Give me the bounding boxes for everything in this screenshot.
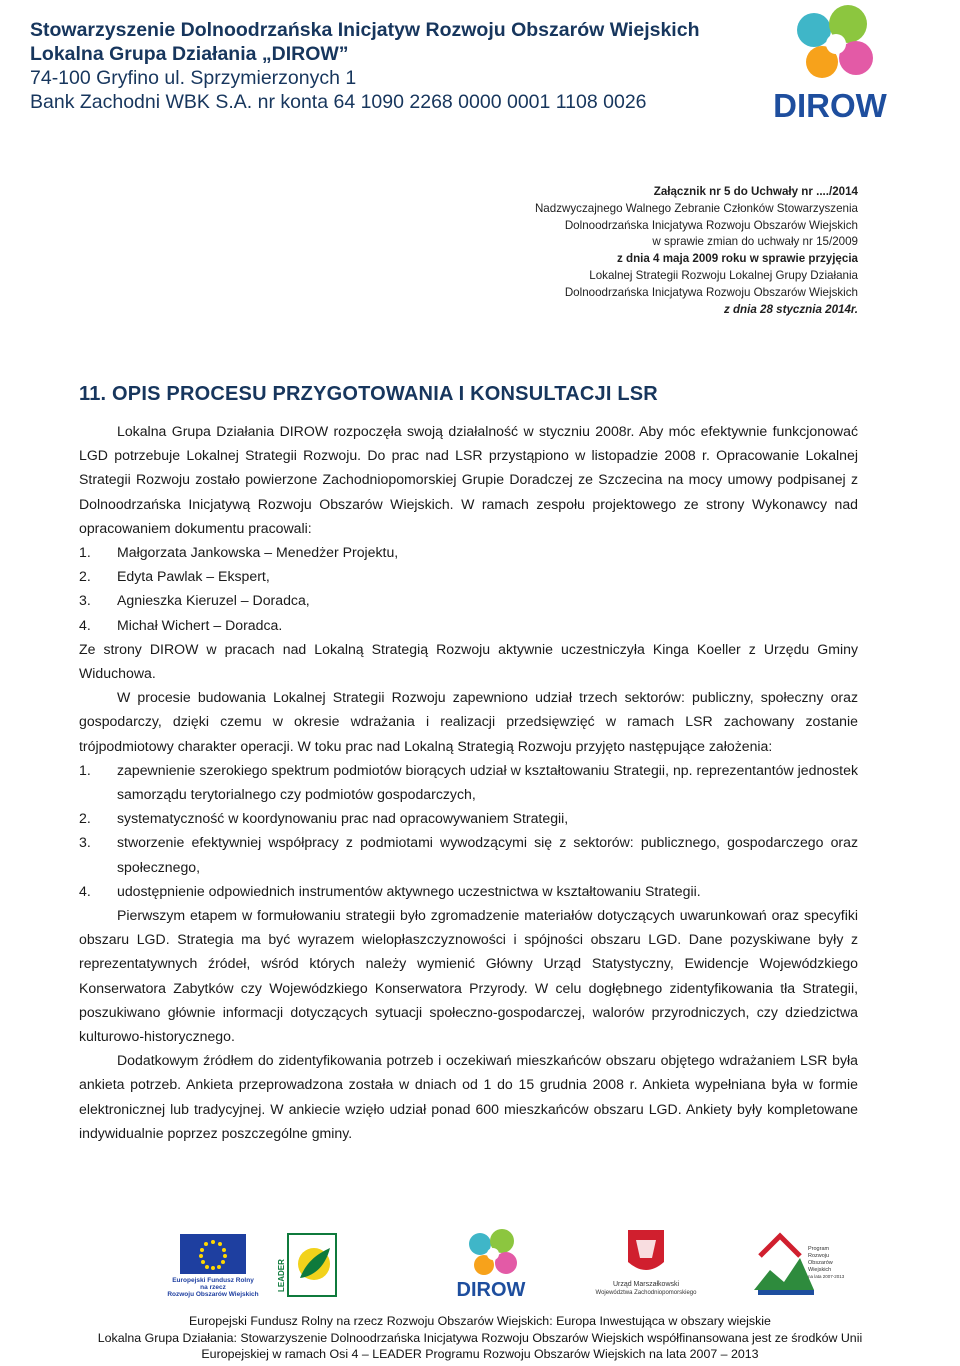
- annex-line: z dnia 4 maja 2009 roku w sprawie przyjęcia: [616, 252, 858, 266]
- list-item: 3. stworzenie efektywniej współpracy z podmiotami wywodzącymi się z sektorów: publicznego, gospodarczego oraz społecznego,: [79, 834, 858, 875]
- eu-flag-icon: [166, 1234, 262, 1296]
- annex-line: Dolnoodrzańska Inicjatywa Rozwoju Obszarów Wiejskich: [564, 218, 858, 232]
- prow-logo: [750, 1230, 845, 1298]
- annex-line: Dolnoodrzańska Inicjatywa Rozwoju Obszarów Wiejskich: [564, 285, 858, 299]
- association-name: Stowarzyszenie Dolnoodrzańska Inicjatyw Rozwoju Obszarów Wiejskich: [30, 19, 700, 41]
- svg-text:na lata 2007-2013: na lata 2007-2013: [808, 1274, 845, 1279]
- paragraph: W procesie budowania Lokalnej Strategii Rozwoju zapewniono udział trzech sektorów: publiczny, społeczny oraz gospodarczy, dzięki czemu w okresie wdrażania i realizacji przedsięwzięć w ramach LSR zachowany zostanie trójpodmiotowy charakter operacji. W toku prac nad Lokalną Strategią Rozwoju przyjęto następujące założenia:: [79, 689, 858, 754]
- list-item: 4. Michał Wichert – Doradca.: [79, 616, 283, 633]
- principles-list: [79, 758, 858, 903]
- paragraph: Dodatkowym źródłem do zidentyfikowania potrzeb i oczekiwań mieszkańców obszaru objętego wdrażaniem LSR była ankieta potrzeb. Ankieta przeprowadzona została w dniach od 1 do 15 grudnia 2008 r. Ankieta wypełniana była w formie elektronicznej lub tradycyjnej. W ankiecie wzięło udział ponad 600 mieszkańców obszaru LGD. Ankiety były kompletowane indywidualnie poprzez poszczególne gminy.: [79, 1052, 858, 1141]
- svg-text:na rzecz: na rzecz: [200, 1284, 226, 1291]
- annex-line: Załącznik nr 5 do Uchwały nr ..../2014: [653, 185, 858, 198]
- svg-text:Europejski Fundusz Rolny: Europejski Fundusz Rolny: [172, 1277, 254, 1284]
- dirow-logo: [770, 2, 888, 124]
- dirow-footer-logo: [446, 1228, 536, 1300]
- leader-logo: [278, 1234, 340, 1300]
- annex-line: Lokalnej Strategii Rozwoju Lokalnej Grupy Działania: [589, 268, 858, 282]
- svg-text:Wiejskich: Wiejskich: [808, 1267, 832, 1273]
- svg-text:Program: Program: [808, 1246, 830, 1252]
- paragraph: Lokalna Grupa Działania DIROW rozpoczęła swoją działalność w styczniu 2008r. Aby móc efektywnie funkcjonować LGD potrzebuje Lokalnej Strategii Rozwoju. Do prac nad LSR przystąpiono w listopadzie 2008 r. Opracowanie Lokalnej Strategii Rozwoju zostało powierzone Zachodniopomorskiej Grupie Doradczej ze Szczecina na mocy umowy podpisanej z Dolnoodrzańska Inicjatywą Rozwoju Obszarów Wiejskich. W ramach zespołu projektowego ze strony Wykonawcy nad opracowaniem dokumentu pracowali:: [79, 423, 858, 536]
- lgd-name: Lokalna Grupa Działania „DIROW”: [30, 43, 349, 65]
- svg-text:Rozwoju: Rozwoju: [808, 1253, 830, 1259]
- list-item: 4. udostępnienie odpowiednich instrumentów aktywnego uczestnictwa w kształtowaniu Strategii.: [79, 882, 701, 899]
- body-text: [79, 419, 858, 1145]
- list-item: 2. systematyczność w koordynowaniu prac nad opracowywaniem Strategii,: [79, 810, 569, 827]
- footer-line: Europejski Fundusz Rolny na rzecz Rozwoju Obszarów Wiejskich: Europa Inwestująca w obszary wiejskie: [189, 1314, 771, 1328]
- list-item: 1. zapewnienie szerokiego spektrum podmiotów biorących udział w kształtowaniu Strategii, np. reprezentantów jednostek samorządu terytorialnego czy podmiotów gospodarczych,: [79, 761, 858, 803]
- list-item: 3. Agnieszka Kieruzel – Doradca,: [79, 592, 310, 609]
- svg-text:DIROW: DIROW: [456, 1279, 526, 1301]
- annex-line: w sprawie zmian do uchwały nr 15/2009: [652, 235, 858, 249]
- list-item: 1. Małgorzata Jankowska – Menedżer Projektu,: [79, 544, 399, 561]
- footer-line: Lokalna Grupa Działania: Stowarzyszenie Dolnoodrzańska Inicjatywa Rozwoju Obszarów Wiejskich współfinansowana jest ze środków Unii: [97, 1330, 863, 1345]
- svg-text:LEADER: LEADER: [277, 1259, 286, 1292]
- list-item: 2. Edyta Pawlak – Ekspert,: [79, 568, 270, 585]
- paragraph: Pierwszym etapem w formułowaniu strategii było zgromadzenie materiałów dotyczących uwarunkowań oraz specyfiki obszaru LGD. Strategia ma być wyrazem wielopłaszczyznowości i spójności obszaru LGD. Dane pozyskiwane były z reprezentatywnych źródeł, wśród których należy wymienić Główny Urząd Statystyczny, Ewidencje Wojewódzkiego Konserwatora Zabytków czy Wojewódzkiego Konserwatora Przyrody. W celu dogłębnego zidentyfikowania tła Strategii, poszukiwano głównie informacji dotyczących sytuacji społeczno-gospodarczej, walorów przyrodniczych, czy dziedzictwa kulturowo-historycznego.: [79, 907, 858, 1045]
- clover-icon: [797, 5, 873, 78]
- annex-line: Nadzwyczajnego Walnego Zebranie Członków Stowarzyszenia: [534, 201, 858, 215]
- footer-line: Europejskiej w ramach Osi 4 – LEADER Programu Rozwoju Obszarów Wiejskich na lata 2007 – 2013: [201, 1347, 759, 1361]
- footer-logos: [150, 1228, 845, 1301]
- annex-line: z dnia 28 stycznia 2014r.: [723, 302, 858, 316]
- urzad-marszalkowski-logo: [595, 1228, 697, 1300]
- annex-note: [338, 184, 858, 318]
- logo-wordmark: DIROW: [773, 87, 887, 124]
- team-list: [79, 540, 858, 637]
- svg-text:Obszarów: Obszarów: [808, 1260, 833, 1266]
- svg-text:Województwa Zachodniopomorskie: Województwa Zachodniopomorskiego: [595, 1290, 697, 1296]
- svg-text:Urząd Marszałkowski: Urząd Marszałkowski: [612, 1281, 680, 1288]
- address: 74-100 Gryfino ul. Sprzymierzonych 1: [30, 67, 357, 89]
- bank-account: Bank Zachodni WBK S.A. nr konta 64 1090 2268 0000 0001 1108 0026: [30, 91, 647, 113]
- letterhead: [30, 18, 730, 114]
- svg-text:Rozwoju Obszarów Wiejskich: Rozwoju Obszarów Wiejskich: [167, 1291, 259, 1298]
- paragraph: Ze strony DIROW w pracach nad Lokalną Strategią Rozwoju aktywnie uczestniczyła Kinga Koeller z Urzędu Gminy Widuchowa.: [79, 640, 858, 682]
- footer: [0, 1313, 960, 1363]
- section-title: 11. OPIS PROCESU PRZYGOTOWANIA I KONSULTACJI LSR: [79, 383, 658, 405]
